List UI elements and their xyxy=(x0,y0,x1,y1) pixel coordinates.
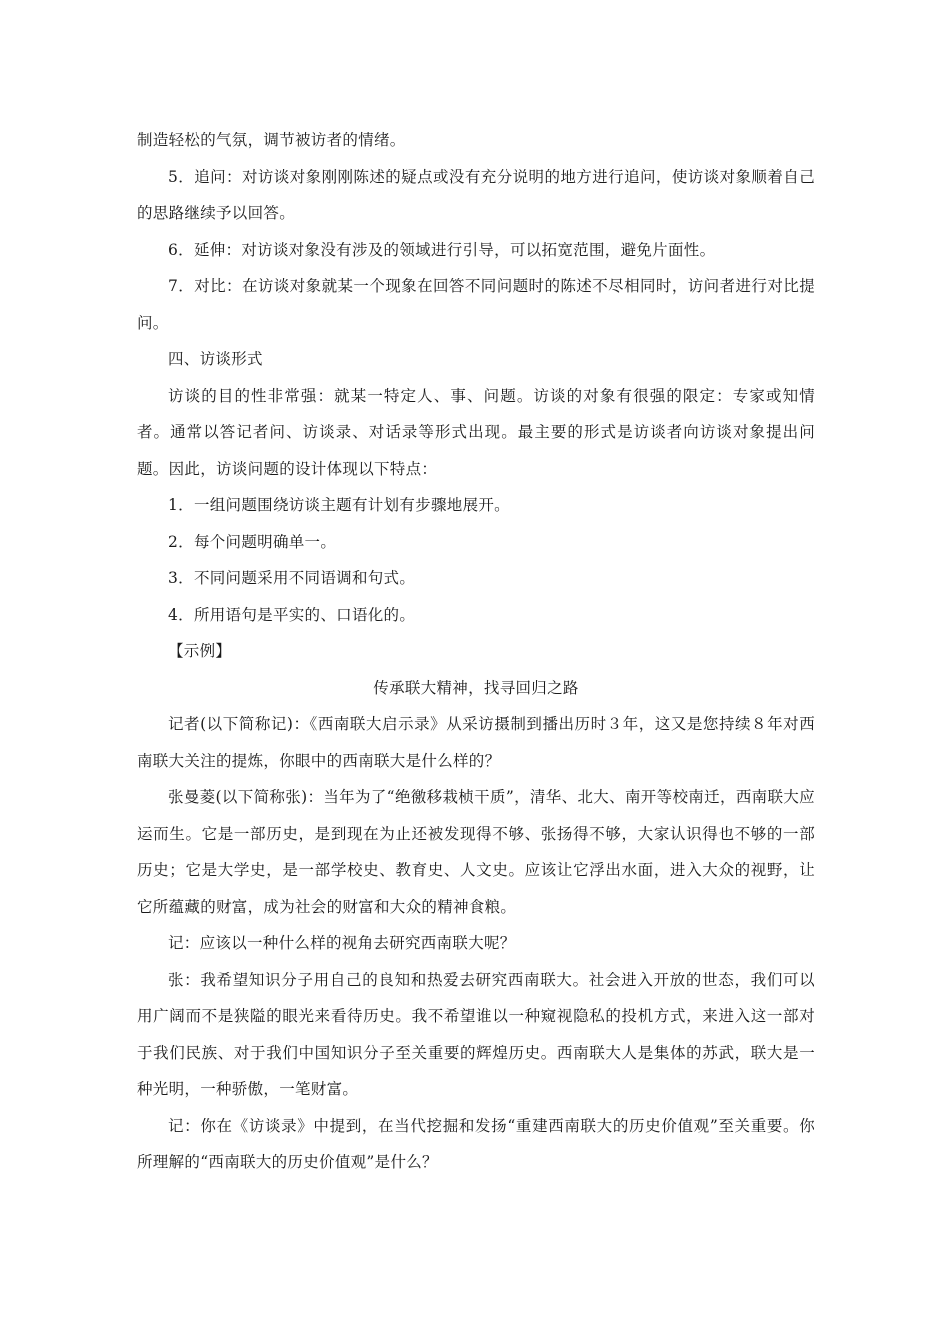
interview-answer: 张：我希望知识分子用自己的良知和热爱去研究西南联大。社会进入开放的世态，我们可以用广阔而不是狭隘的眼光来看待历史。我不希望谁以一种窥视隐私的投机方式，来进入这一部对于我们民族、对于我们中国知识分子至关重要的辉煌历史。西南联大人是集体的苏武，联大是一种光明，一种骄傲，一笔财富。 xyxy=(137,970,815,1098)
paragraph: 访谈的目的性非常强：就某一特定人、事、问题。访谈的对象有很强的限定：专家或知情者。通常以答记者问、访谈录、对话录等形式出现。最主要的形式是访谈者向访谈对象提出问题。因此，访谈问题的设计体现以下特点： xyxy=(137,386,815,478)
list-item: 3．不同问题采用不同语调和句式。 xyxy=(168,569,416,587)
interview-answer: 张曼菱(以下简称张)：当年为了“绝徼移栽桢干质”，清华、北大、南开等校南迁，西南联大应运而生。它是一部历史，是到现在为止还被发现得不够、张扬得不够，大家认识得也不够的一部历史；它是大学史，是一部学校史、教育史、人文史。应该让它浮出水面，进入大众的视野，让它所蕴藏的财富，成为社会的财富和大众的精神食粮。 xyxy=(137,788,815,916)
article-title: 传承联大精神，找寻回归之路 xyxy=(373,678,579,697)
list-item-follow-up: 5．追问：对访谈对象刚刚陈述的疑点或没有充分说明的地方进行追问，使访谈对象顺着自己的思路继续予以回答。 xyxy=(137,167,815,222)
list-item-extension: 6．延伸：对访谈对象没有涉及的领域进行引导，可以拓宽范围，避免片面性。 xyxy=(168,240,716,259)
interview-question: 记者(以下简称记)：《西南联大启示录》从采访摄制到播出历时３年，这又是您持续８年对西南联大关注的提炼，你眼中的西南联大是什么样的？ xyxy=(137,715,815,770)
interview-question: 记：你在《访谈录》中提到，在当代挖掘和发扬“重建西南联大的历史价值观”至关重要。你所理解的“西南联大的历史价值观”是什么？ xyxy=(137,1116,815,1171)
interview-question: 记：应该以一种什么样的视角去研究西南联大呢？ xyxy=(168,934,516,952)
paragraph: 制造轻松的气氛，调节被访者的情绪。 xyxy=(137,131,406,149)
list-item: 1．一组问题围绕访谈主题有计划有步骤地展开。 xyxy=(168,496,510,514)
section-heading: 四、访谈形式 xyxy=(168,350,263,368)
list-item: 2．每个问题明确单一。 xyxy=(168,532,337,551)
example-label: 【示例】 xyxy=(168,642,232,660)
list-item-comparison: 7．对比：在访谈对象就某一个现象在回答不同问题时的陈述不尽相同时，访问者进行对比提问。 xyxy=(137,277,815,332)
document-body xyxy=(137,122,815,1181)
list-item: 4．所用语句是平实的、口语化的。 xyxy=(168,605,416,624)
